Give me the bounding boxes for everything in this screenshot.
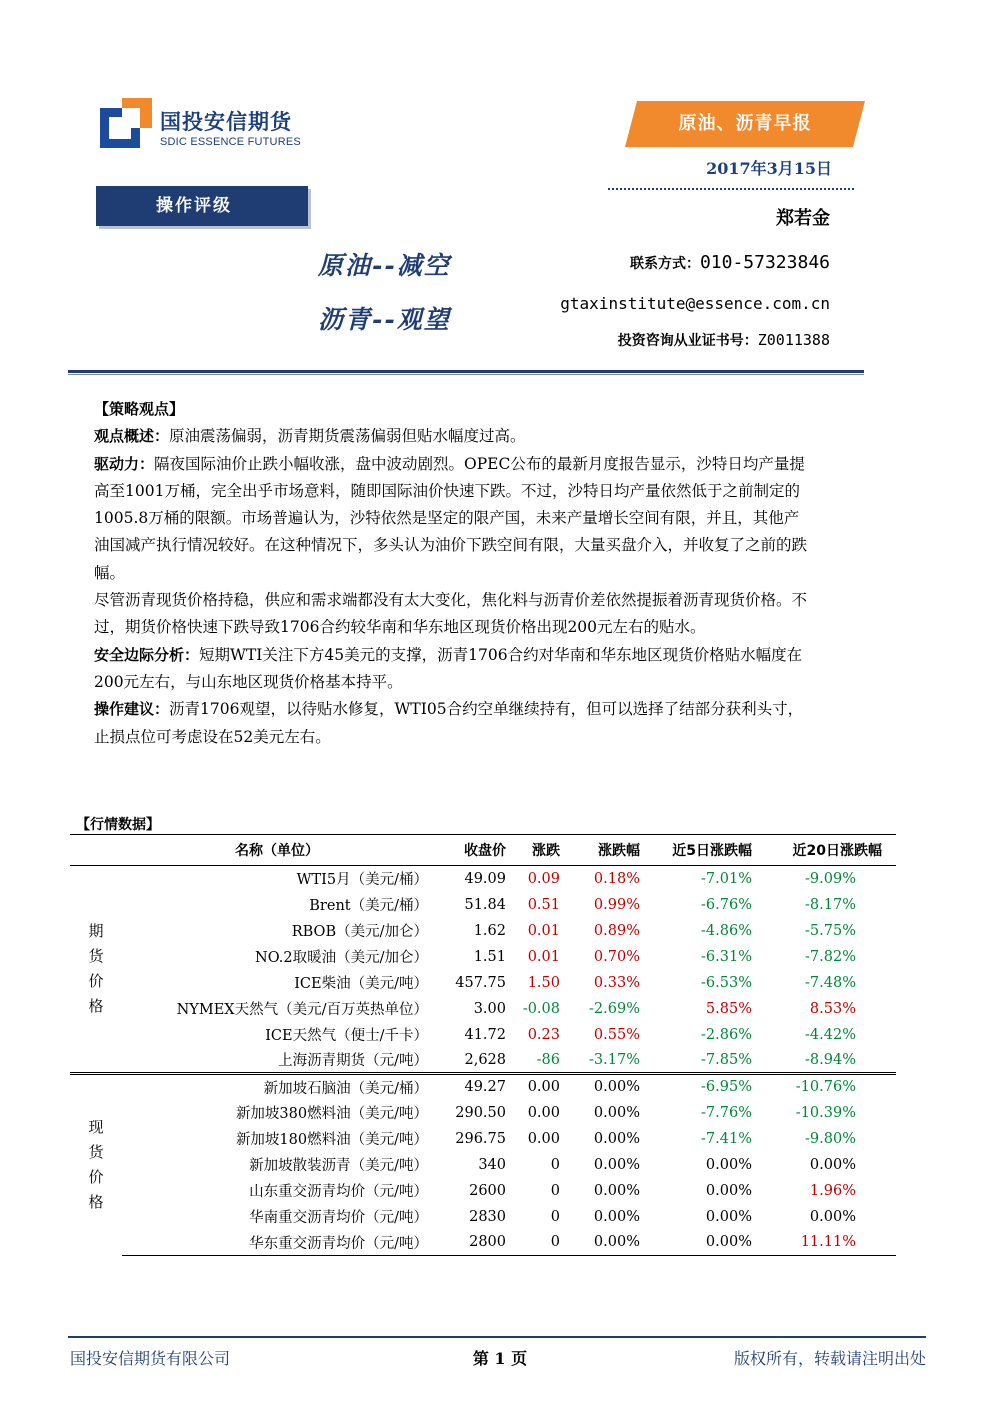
table-row (70, 996, 896, 1022)
cell-close: 2,628 (464, 1051, 506, 1068)
cell-20day: -7.48% (805, 974, 856, 991)
cell-change: 0.01 (527, 948, 560, 965)
cell-name: 上海沥青期货（元/吨） (278, 1053, 428, 1070)
cell-20day: -10.39% (795, 1104, 856, 1121)
cell-name: RBOB（美元/加仑） (291, 924, 428, 940)
cell-close: 2600 (469, 1182, 506, 1199)
contact-email (560, 294, 830, 313)
header-rule (68, 370, 864, 373)
table-row (70, 1074, 896, 1100)
cell-change: 0.00 (527, 1130, 560, 1147)
cell-change-pct: 0.99% (593, 896, 640, 913)
table-row (70, 1230, 896, 1256)
cell-close: 457.75 (455, 974, 506, 991)
cell-5day: -7.76% (701, 1104, 752, 1121)
spot-category-label (70, 1074, 122, 1256)
cell-change-pct: 0.55% (593, 1026, 640, 1043)
cell-change: -0.08 (522, 1000, 560, 1017)
analyst-name: 郑若金 (776, 208, 830, 229)
cell-name: 新加坡散装沥青（美元/吨） (249, 1158, 428, 1174)
cell-20day: -9.80% (805, 1130, 856, 1147)
rating-crude: 原油--减空 (318, 251, 451, 280)
cell-20day: -8.94% (805, 1051, 856, 1068)
cell-name: ICE柴油（美元/吨） (294, 976, 428, 992)
cell-close: 1.62 (473, 922, 506, 939)
cell-5day: -7.01% (701, 870, 752, 887)
table-row (70, 1126, 896, 1152)
footer-page-number: 第 1 页 (472, 1349, 528, 1368)
cell-close: 3.00 (473, 1000, 506, 1017)
header-change-pct: 涨跌幅 (564, 835, 644, 866)
header-name: 名称（单位） (122, 835, 432, 866)
cell-change-pct: -3.17% (589, 1051, 640, 1068)
futures-category-label (70, 866, 122, 1074)
table-row (70, 1048, 896, 1074)
cell-close: 2800 (432, 1230, 510, 1256)
driver-label: 驱动力： (94, 454, 155, 473)
advice-paragraph (94, 696, 812, 751)
table-row (70, 918, 896, 944)
cell-change-pct: 0.33% (593, 974, 640, 991)
cell-name: Brent（美元/桶） (309, 898, 428, 914)
futures-category-char: 期 (88, 922, 104, 940)
contact-cert-value: Z0011388 (757, 331, 830, 349)
cell-5day: -4.86% (701, 922, 752, 939)
futures-category-char: 格 (88, 997, 104, 1015)
strategy-section (94, 396, 812, 751)
cell-name: ICE天然气（便士/千卡） (265, 1028, 428, 1044)
cell-name: NO.2取暖油（美元/加仑） (255, 950, 428, 966)
overview-label: 观点概述： (94, 427, 170, 446)
logo-mark-icon (100, 98, 152, 150)
company-logo (100, 98, 310, 158)
overview-paragraph (94, 423, 812, 450)
logo-name-cn: 国投安信期货 (160, 110, 292, 134)
cell-change: 0 (510, 1230, 564, 1256)
cell-change-pct: 0.00% (593, 1156, 640, 1173)
contact-cert (618, 330, 830, 350)
cell-5day: -7.85% (701, 1051, 752, 1068)
cell-change-pct: -2.69% (589, 1000, 640, 1017)
spot-category-char: 现 (88, 1118, 104, 1137)
cell-name: WTI5月（美元/桶） (296, 872, 428, 889)
cell-20day: -5.75% (805, 922, 856, 939)
cell-change: 0.00 (527, 1104, 560, 1121)
cell-change: 1.50 (527, 974, 560, 991)
header-change: 涨跌 (510, 835, 564, 866)
driver-paragraph-2: 尽管沥青现货价格持稳，供应和需求端都没有太大变化，焦化料与沥青价差依然提振着沥青现货价格。不过，期货价格快速下跌导致1706合约较华南和华东地区现货价格出现200元左右的贴水。 (94, 591, 808, 637)
cell-change-pct: 0.00% (593, 1130, 640, 1147)
table-row (70, 1204, 896, 1230)
cell-change-pct: 0.00% (593, 1208, 640, 1225)
cell-close: 49.09 (464, 870, 506, 887)
cell-change: 0.09 (527, 870, 560, 887)
cell-20day: 0.00% (809, 1156, 856, 1173)
header-category (70, 835, 122, 866)
footer-company: 国投安信期货有限公司 (70, 1349, 231, 1368)
cell-change: 0.51 (527, 896, 560, 913)
cell-20day: 8.53% (809, 1000, 856, 1017)
strategy-heading: 【策略观点】 (94, 400, 185, 418)
table-row (70, 866, 896, 892)
cell-change-pct: 0.00% (593, 1104, 640, 1121)
header-5day: 近5日涨跌幅 (644, 835, 756, 866)
cell-close: 340 (478, 1156, 506, 1173)
report-title: 原油、沥青早报 (678, 113, 812, 134)
table-row (70, 892, 896, 918)
cell-name: 华南重交沥青均价（元/吨） (249, 1210, 428, 1226)
header-20day: 近20日涨跌幅 (756, 835, 896, 866)
advice-label: 操作建议： (94, 700, 170, 719)
cell-change: 0.00 (510, 1074, 564, 1100)
header-close: 收盘价 (432, 835, 510, 866)
cell-20day: -7.82% (805, 948, 856, 965)
cell-change-pct: 0.18% (593, 870, 640, 887)
cell-5day: 0.00% (705, 1208, 752, 1225)
cell-close: 2830 (469, 1208, 506, 1225)
safety-label: 安全边际分析： (94, 645, 200, 664)
rating-label-box: 操作评级 (96, 186, 308, 226)
cell-close: 51.84 (464, 896, 506, 913)
dotted-divider (608, 188, 854, 190)
cell-20day: -9.09% (805, 870, 856, 887)
table-row (70, 944, 896, 970)
table-row (70, 970, 896, 996)
cell-5day: 0.00% (705, 1156, 752, 1173)
driver-paragraph (94, 451, 812, 587)
cell-5day: -6.76% (701, 896, 752, 913)
cell-change-pct: 0.00% (593, 1182, 640, 1199)
cell-name: NYMEX天然气（美元/百万英热单位） (176, 1002, 428, 1018)
cell-5day: -7.41% (701, 1130, 752, 1147)
cell-5day: -2.86% (701, 1026, 752, 1043)
cell-close: 290.50 (455, 1104, 506, 1121)
contact-phone-value: 010-57323846 (699, 252, 830, 273)
cell-close: 49.27 (432, 1074, 510, 1100)
cell-20day: -10.76% (756, 1074, 896, 1100)
cell-5day: 5.85% (705, 1000, 752, 1017)
footer-copyright: 版权所有，转载请注明出处 (733, 1349, 926, 1368)
table-header-row (70, 835, 896, 866)
safety-paragraph (94, 642, 812, 697)
cell-5day: -6.31% (701, 948, 752, 965)
contact-cert-label: 投资咨询从业证书号： (617, 333, 758, 349)
cell-20day: 11.11% (756, 1230, 896, 1256)
cell-close: 41.72 (464, 1026, 506, 1043)
table-row (70, 1100, 896, 1126)
report-date: 2017年3月15日 (706, 159, 832, 178)
cell-change-pct: 0.00% (564, 1074, 644, 1100)
cell-change-pct: 0.00% (564, 1230, 644, 1256)
cell-change-pct: 0.89% (593, 922, 640, 939)
cell-change: 0.23 (527, 1026, 560, 1043)
cell-change: 0 (550, 1156, 560, 1173)
table-row (70, 1152, 896, 1178)
spot-category-char: 格 (88, 1193, 104, 1212)
cell-5day: 0.00% (644, 1230, 756, 1256)
cell-change: 0 (550, 1208, 560, 1225)
cell-name: 新加坡380燃料油（美元/吨） (235, 1106, 428, 1122)
cell-name: 山东重交沥青均价（元/吨） (249, 1184, 428, 1200)
cell-5day: -6.95% (644, 1074, 756, 1100)
cell-change: -86 (536, 1051, 560, 1068)
spot-category-char: 货 (88, 1143, 104, 1162)
cell-close: 296.75 (455, 1130, 506, 1147)
market-data-title: 【行情数据】 (76, 817, 160, 833)
cell-change-pct: 0.70% (593, 948, 640, 965)
cell-20day: 1.96% (809, 1182, 856, 1199)
header-rule-thin (68, 374, 864, 375)
cell-change: 0 (550, 1182, 560, 1199)
contact-phone (630, 252, 830, 273)
cell-change: 0.01 (527, 922, 560, 939)
market-table-body (70, 866, 896, 1256)
spot-category-char: 价 (88, 1168, 104, 1187)
rating-asphalt: 沥青--观望 (318, 305, 451, 334)
cell-20day: -8.17% (805, 896, 856, 913)
safety-text: 短期WTI关注下方45美元的支撑，沥青1706合约对华南和华东地区现货价格贴水幅度在200元左右，与山东地区现货价格基本持平。 (94, 645, 803, 691)
market-data-table (70, 834, 896, 1256)
advice-text: 沥青1706观望，以待贴水修复，WTI05合约空单继续持有，但可以选择了结部分获利头寸，止损点位可考虑设在52美元左右。 (94, 700, 804, 746)
logo-name-en: SDIC ESSENCE FUTURES (160, 136, 301, 148)
futures-category-char: 货 (88, 947, 104, 965)
footer-rule (68, 1336, 926, 1338)
cell-20day: -4.42% (805, 1026, 856, 1043)
cell-5day: -6.53% (701, 974, 752, 991)
contact-phone-label: 联系方式： (629, 256, 700, 272)
table-row (70, 1022, 896, 1048)
cell-name: 新加坡石脑油（美元/桶） (122, 1074, 432, 1100)
overview-text: 原油震荡偏弱，沥青期货震荡偏弱但贴水幅度过高。 (169, 427, 526, 446)
cell-close: 1.51 (473, 948, 506, 965)
cell-name: 新加坡180燃料油（美元/吨） (235, 1132, 428, 1148)
futures-category-char: 价 (88, 972, 104, 990)
cell-name: 华东重交沥青均价（元/吨） (122, 1230, 432, 1256)
cell-5day: 0.00% (705, 1182, 752, 1199)
contact-email-value[interactable]: gtaxinstitute@essence.com.cn (560, 294, 830, 313)
driver-text: 隔夜国际油价止跌小幅收涨，盘中波动剧烈。OPEC公布的最新月度报告显示，沙特日均产量提高至1001万桶，完全出乎市场意料，随即国际油价快速下跌。不过，沙特日均产量依然低于之前制定的1005.8万桶的限额。市场普遍认为，沙特依然是坚定的限产国，未来产量增长空间有限，并且，其他产油国减产执行情况较好。在这种情况下，多头认为油价下跌空间有限，大量买盘介入，并收复了之前的跌幅。 (94, 454, 808, 582)
report-title-banner (625, 101, 865, 147)
cell-20day: 0.00% (809, 1208, 856, 1225)
table-row (70, 1178, 896, 1204)
